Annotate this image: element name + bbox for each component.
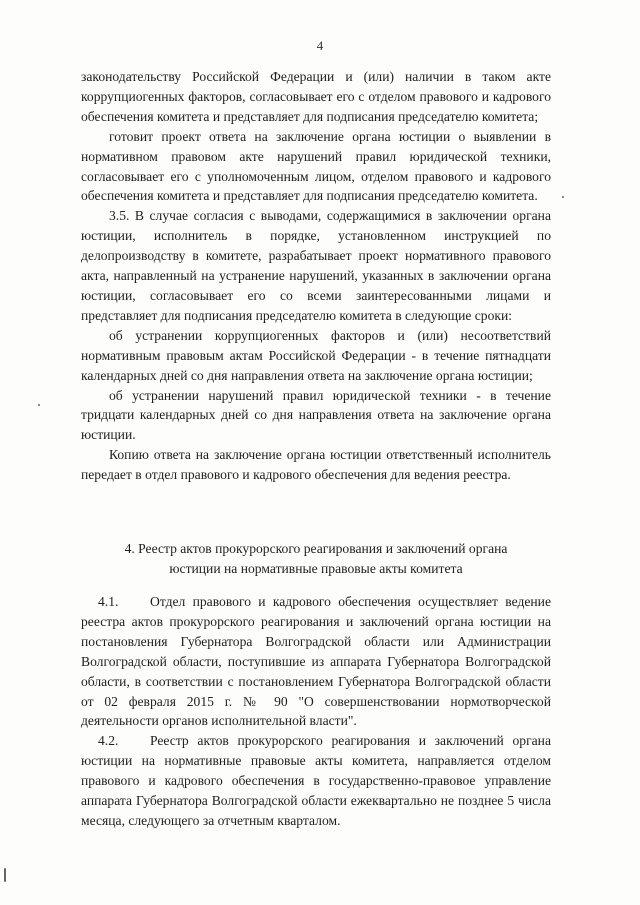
document-body: [81, 67, 551, 485]
paragraph: об устранении коррупциогенных факторов и (или) несоответствий нормативным правовым актам Российской Федерации - в течение пятнадцати календарных дней со дня направления ответа на заключение органа юстиции;: [81, 327, 551, 383]
scan-speck: [562, 196, 564, 198]
paragraph-number: 4.2.: [98, 733, 119, 749]
section-heading-line: юстиции на нормативные правовые акты комитета: [169, 560, 463, 576]
section-body: [81, 592, 551, 831]
paragraph: Копию ответа на заключение органа юстиции ответственный исполнитель передает в отдел правового и кадрового обеспечения для ведения реестра.: [81, 447, 551, 483]
paragraph-text: Отдел правового и кадрового обеспечения осуществляет ведение реестра актов прокурорского реагирования и заключений органа юстиции на постановления Губернатора Волгоградской области или Администрации Волгоградской области, поступившие из аппарата Губернатора Волгоградской области, в соответствии с постановлением Губернатора Волгоградской области от 02 февраля 2015 г. № 90 "О совершенствовании нормотворческой деятельности органов исполнительной власти".: [81, 594, 551, 729]
page-number: 4: [316, 38, 324, 53]
paragraph-4-1: [81, 592, 551, 731]
section-heading-line: 4. Реестр актов прокурорского реагирования и заключений органа: [124, 541, 508, 556]
paragraph: готовит проект ответа на заключение органа юстиции о выявлении в нормативном правовом акте нарушений правил юридической техники, согласовывает его с уполномоченным лицом, отделом правового и кадрового обеспечения комитета и представляет для подписания председателю комитета.: [81, 128, 551, 204]
paragraph: об устранении нарушений правил юридической техники - в течение тридцати календарных дней со дня направления ответа на заключение органа юстиции.: [81, 387, 551, 443]
paragraph-number: 4.1.: [98, 594, 119, 609]
paragraph-text: Реестр актов прокурорского реагирования и заключений органа юстиции на нормативные правовые акты комитета, направляется отделом правового и кадрового обеспечения в государственно-правовое управление аппарата Губернатора Волгоградской области ежеквартально не позднее 5 числа месяца, следующего за отчетным кварталом.: [81, 733, 551, 828]
paragraph-3-5: 3.5. В случае согласия с выводами, содержащимися в заключении органа юстиции, исполнитель в порядке, установленном инструкцией по делопроизводству в комитете, разрабатывает проект нормативного правового акта, направленный на устранение нарушений, указанных в заключении органа юстиции, согласовывает его со всеми заинтересованными лицами и представляет для подписания председателю комитета в следующие сроки:: [81, 208, 551, 323]
scan-speck: [38, 404, 40, 406]
paragraph-4-2: [81, 731, 551, 831]
scan-speck: [4, 868, 6, 882]
paragraph: законодательству Российской Федерации и (или) наличии в таком акте коррупциогенных факторов, согласовывает его с отделом правового и кадрового обеспечения комитета и представляет для подписания председателю комитета;: [81, 69, 551, 124]
section-heading: [81, 539, 551, 579]
